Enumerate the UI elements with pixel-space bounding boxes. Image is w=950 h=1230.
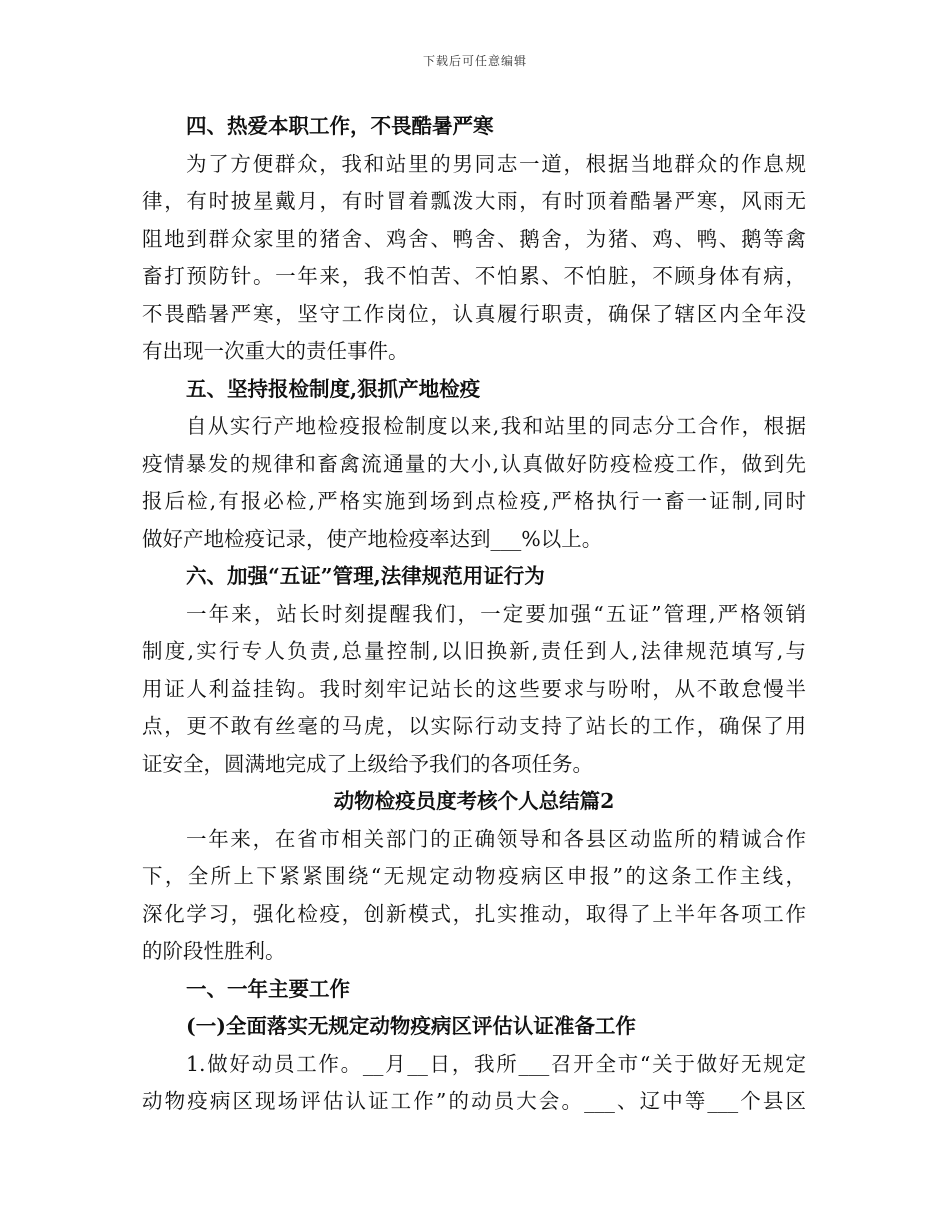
paragraph-line: 的阶段性胜利。 xyxy=(142,939,286,963)
section-heading: 一、一年主要工作 xyxy=(186,976,350,1001)
paragraph-line: 报后检,有报必检,严格实施到场到点检疫,严格执行一畜一证制,同时 xyxy=(142,489,806,513)
paragraph-line: 动物疫病区现场评估认证工作”的动员大会。___、辽中等___个县区 xyxy=(142,1089,806,1113)
paragraph-line: 有出现一次重大的责任事件。 xyxy=(142,339,409,363)
page-header-watermark: 下载后可任意编辑 xyxy=(422,54,527,68)
section-heading: (一)全面落实无规定动物疫病区评估认证准备工作 xyxy=(186,1014,636,1038)
paragraph-line: 点，更不敢有丝毫的马虎，以实际行动支持了站长的工作，确保了用 xyxy=(142,714,806,738)
paragraph-line: 疫情暴发的规律和畜禽流通量的大小,认真做好防疫检疫工作，做到先 xyxy=(142,451,806,476)
paragraph-line: 阻地到群众家里的猪舍、鸡舍、鸭舍、鹅舍，为猪、鸡、鸭、鹅等禽 xyxy=(142,226,806,251)
paragraph-line: 深化学习，强化检疫，创新模式，扎实推动，取得了上半年各项工作 xyxy=(142,901,806,926)
document-body xyxy=(142,108,806,1121)
paragraph-line: 下，全所上下紧紧围绕“无规定动物疫病区申报”的这条工作主线， xyxy=(142,864,806,888)
section-heading: 六、加强“五证”管理,法律规范用证行为 xyxy=(186,564,545,588)
section-heading: 四、热爱本职工作，不畏酷暑严寒 xyxy=(186,114,494,138)
paragraph-line: 自从实行产地检疫报检制度以来,我和站里的同志分工合作，根据 xyxy=(186,414,806,438)
paragraph-line: 1.做好动员工作。__月__日，我所___召开全市“关于做好无规定 xyxy=(186,1051,806,1076)
paragraph-line: 用证人利益挂钩。我时刻牢记站长的这些要求与吩咐，从不敢怠慢半 xyxy=(142,676,806,701)
paragraph-line: 不畏酷暑严寒，坚守工作岗位，认真履行职责，确保了辖区内全年没 xyxy=(142,301,806,326)
paragraph-line: 律，有时披星戴月，有时冒着瓢泼大雨，有时顶着酷暑严寒，风雨无 xyxy=(142,189,806,213)
paragraph-line: 为了方便群众，我和站里的男同志一道，根据当地群众的作息规 xyxy=(186,151,806,176)
paragraph-line: 一年来，站长时刻提醒我们，一定要加强“五证”管理,严格领销 xyxy=(186,601,806,626)
paragraph-line: 做好产地检疫记录，使产地检疫率达到___%以上。 xyxy=(142,526,603,551)
paragraph-line: 证安全，圆满地完成了上级给予我们的各项任务。 xyxy=(142,751,593,776)
paragraph-line: 制度,实行专人负责,总量控制,以旧换新,责任到人,法律规范填写,与 xyxy=(142,639,806,663)
article-title: 动物检疫员度考核个人总结篇2 xyxy=(333,789,615,813)
paragraph-line: 一年来，在省市相关部门的正确领导和各县区动监所的精诚合作 xyxy=(186,826,806,851)
section-heading: 五、坚持报检制度,狠抓产地检疫 xyxy=(186,376,481,401)
paragraph-line: 畜打预防针。一年来，我不怕苦、不怕累、不怕脏，不顾身体有病， xyxy=(142,264,806,288)
